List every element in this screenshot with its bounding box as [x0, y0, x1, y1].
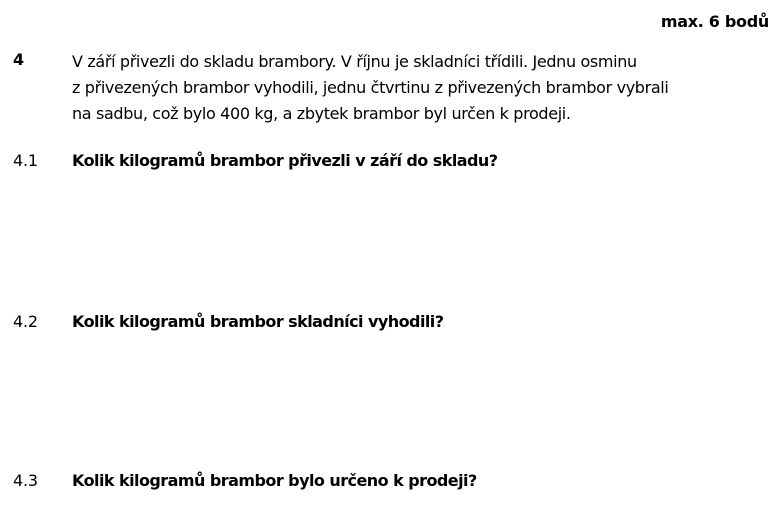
subquestion-number-4-2: 4.2 — [13, 312, 38, 331]
max-points-label: max. 6 bodů — [660, 12, 769, 31]
task-text-line: na sadbu, což bylo 400 kg, a zbytek brambor byl určen k prodeji. — [72, 104, 571, 123]
task-text — [72, 49, 762, 127]
task-number: 4 — [13, 50, 25, 69]
subquestion-text-4-1: Kolik kilogramů brambor přivezli v září do skladu? — [72, 151, 498, 170]
task-text-line: z přivezených brambor vyhodili, jednu čtvrtinu z přivezených brambor vybrali — [72, 78, 669, 97]
subquestion-number-4-1: 4.1 — [13, 151, 38, 170]
subquestion-text-4-2: Kolik kilogramů brambor skladníci vyhodili? — [72, 312, 444, 331]
subquestion-text-4-3: Kolik kilogramů brambor bylo určeno k prodeji? — [72, 471, 477, 490]
task-text-line: V září přivezli do skladu brambory. V říjnu je skladníci třídili. Jednu osminu — [72, 52, 637, 71]
subquestion-number-4-3: 4.3 — [13, 471, 38, 490]
